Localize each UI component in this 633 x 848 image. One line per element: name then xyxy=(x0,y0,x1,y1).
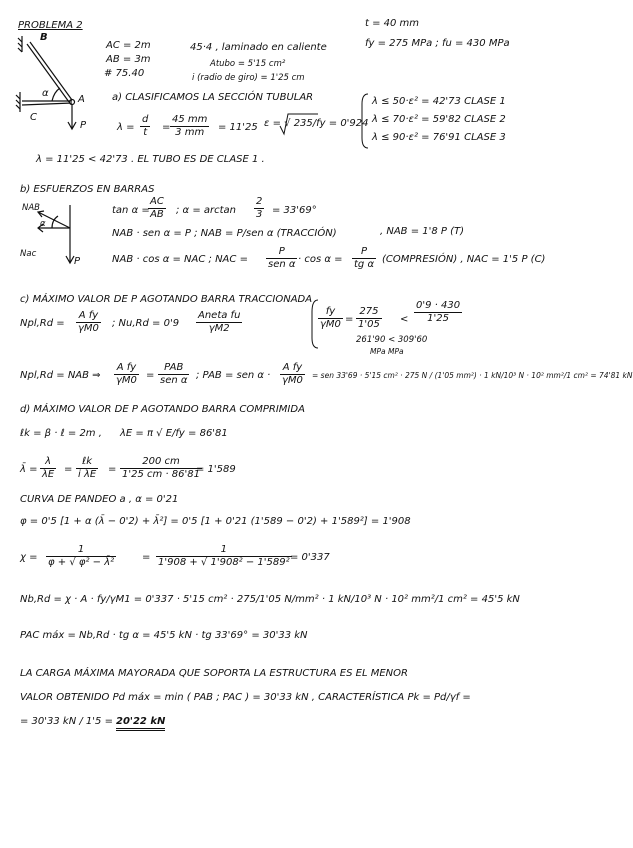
class-conclusion: λ = 11'25 < 42'73 . EL TUBO ES DE CLASE 1 . xyxy=(36,154,265,165)
npl-lhs: Npl,Rd = xyxy=(20,318,65,329)
epsilon-equation: ε = √ 235/fy = 0'924 xyxy=(264,118,369,129)
pab-lhs: ; PAB = sen α · xyxy=(196,370,271,381)
conclusion-line-3: = 30'33 kN / 1'5 = xyxy=(20,716,113,727)
lk-equation: ℓk = β · ℓ = 2m , xyxy=(20,428,102,439)
profile-label: # 75.40 xyxy=(104,68,145,79)
nb-rd-equation: Nb,Rd = χ · A · fy/γM1 = 0'337 · 5'15 cm² · 275/1'05 N/mm² · 1 kN/10³ N · 10² mm²/1 cm² = 45'5 kN xyxy=(20,594,520,605)
part-b-title: b) ESFUERZOS EN BARRAS xyxy=(20,184,155,195)
lambda-e-equation: λE = π √ E/fy = 86'81 xyxy=(120,428,228,439)
fbd-alpha-label: α xyxy=(40,219,46,229)
nu-lhs: ; Nu,Rd = 0'9 xyxy=(112,318,180,329)
chi-frac-2: $\frac{1}{\text{1'908 + √ 1'908² − 1'589²}}$ xyxy=(158,544,290,568)
npl2-frac-2: PAB sen α xyxy=(160,362,188,386)
class-3-limit: λ ≤ 90·ε² = 76'91 CLASE 3 xyxy=(372,132,506,143)
tube-description: 45·4 , laminado en caliente xyxy=(190,42,327,53)
cmp-units: MPa MPa xyxy=(370,347,404,356)
lambda-eq: = xyxy=(162,122,171,133)
cmp-frac-2: $\frac{275}{1'05}$ xyxy=(358,306,380,330)
npl2-eq: = xyxy=(146,370,155,381)
lambda-frac-1: $\frac{d}{t}$ xyxy=(142,114,149,138)
label-c: C xyxy=(30,112,37,123)
fbd-p-label: P xyxy=(74,256,81,267)
cmp-eq: = xyxy=(345,314,354,325)
label-a: A xyxy=(78,94,85,105)
lbar-frac-3: $\frac{200 cm}{1'25 cm \cdot 86'81}$ xyxy=(122,456,200,480)
lbar-lhs: λ̄ = xyxy=(20,464,38,475)
lbar-frac-2: ℓk i λE xyxy=(78,456,97,480)
label-b: B xyxy=(40,32,48,43)
chi-lhs: χ = xyxy=(20,552,38,563)
nab-result: , NAB = 1'8 P (T) xyxy=(380,226,465,237)
lambda-frac-2: $\frac{45 mm}{3 mm}$ xyxy=(172,114,208,138)
tube-radius: i (radio de giro) = 1'25 cm xyxy=(192,73,305,83)
label-alpha: α xyxy=(42,88,49,99)
tan-lhs: tan α = xyxy=(112,205,150,216)
tan-frac: $\frac{AC}{AB}$ xyxy=(150,196,164,220)
cmp-lt: < xyxy=(400,314,409,325)
part-a-title: a) CLASIFICAMOS LA SECCIÓN TUBULAR xyxy=(112,92,314,103)
npl-frac: $\frac{\text{A fy}}{\gamma M0}$ xyxy=(78,310,99,334)
pac-max-equation: PAC máx = Nb,Rd · tg α = 45'5 kN · tg 33'69° = 30'33 kN xyxy=(20,630,308,641)
lambda-lhs: λ = xyxy=(117,122,135,133)
nac-frac-1: P sen α xyxy=(268,246,296,270)
lambda-value: = 11'25 xyxy=(218,122,258,133)
pab-value: = sen 33'69 · 5'15 cm² · 275 N / (1'05 mm²) · 1 kN/10³ N · 10² mm²/1 cm² = 74'81 kN xyxy=(312,371,633,380)
tan-rhs: ; α = arctan xyxy=(176,205,236,216)
cmp-values: 261'90 < 309'60 xyxy=(356,335,428,345)
part-c-title: c) MÁXIMO VALOR DE P AGOTANDO BARRA TRACCIONADA xyxy=(20,294,313,305)
chi-eq: = xyxy=(142,552,151,563)
chi-frac-1: $\frac{1}{\text{φ + √ φ² − λ̄²}}$ xyxy=(48,544,115,568)
part-d-title: d) MÁXIMO VALOR DE P AGOTANDO BARRA COMPRIMIDA xyxy=(20,404,305,415)
npl2-lhs: Npl,Rd = NAB ⇒ xyxy=(20,370,101,381)
class-2-limit: λ ≤ 70·ε² = 59'82 CLASE 2 xyxy=(372,114,506,125)
alpha-value: = 33'69° xyxy=(272,205,317,216)
pab-frac: $\frac{\text{A fy}}{\gamma M0}$ xyxy=(282,362,303,386)
nab-equation: NAB · sen α = P ; NAB = P/sen α (TRACCIÓN) xyxy=(112,228,337,239)
npl2-frac-1: $\frac{\text{A fy}}{\gamma M0}$ xyxy=(116,362,137,386)
ab-length: AB = 3m xyxy=(106,54,151,65)
class-1-limit: λ ≤ 50·ε² = 42'73 CLASE 1 xyxy=(372,96,506,107)
nac-equation-mid: · cos α = xyxy=(298,254,343,265)
ac-length: AC = 2m xyxy=(106,40,151,51)
lbar-eq: = xyxy=(64,464,73,475)
cmp-frac-1: $\frac{fy}{\gamma M0}$ xyxy=(320,306,341,330)
cmp-frac-3: $\frac{0'9 \cdot 430}{1'25}$ xyxy=(416,300,461,324)
fbd-nac-label: Nac xyxy=(20,249,37,259)
nac-frac-2: $\frac{P}{\text{tg α}}$ xyxy=(354,246,375,270)
tube-area: Atubo = 5'15 cm² xyxy=(210,59,286,69)
tan-angle-frac: $\frac{2}{3}$ xyxy=(256,196,263,220)
nac-equation-lhs: NAB · cos α = NAC ; NAC = xyxy=(112,254,248,265)
chi-value: = 0'337 xyxy=(290,552,330,563)
final-answer: 20'22 kN xyxy=(116,716,165,731)
nu-frac: Aneta fu γM2 xyxy=(198,310,241,334)
conclusion-line-1: LA CARGA MÁXIMA MAYORADA QUE SOPORTA LA ESTRUCTURA ES EL MENOR xyxy=(20,668,408,679)
lbar-frac-1: $\frac{\lambda}{\lambda E}$ xyxy=(42,456,55,480)
buckling-curve: CURVA DE PANDEO a , α = 0'21 xyxy=(20,494,179,505)
fbd-nab-label: NAB xyxy=(22,203,41,213)
nac-result: (COMPRESIÓN) , NAC = 1'5 P (C) xyxy=(382,254,546,265)
lbar-value: = 1'589 xyxy=(196,464,236,475)
lbar-eq-2: = xyxy=(108,464,117,475)
fy-fu-line: fy = 275 MPa ; fu = 430 MPa xyxy=(365,38,510,49)
phi-equation: φ = 0'5 [1 + α (λ̄ − 0'2) + λ̄²] = 0'5 [1 + 0'21 (1'589 − 0'2) + 1'589²] = 1'908 xyxy=(20,516,411,527)
page-title: PROBLEMA 2 xyxy=(18,20,83,31)
conclusion-line-2: VALOR OBTENIDO Pd máx = min ( PAB ; PAC ) = 30'33 kN , CARACTERÍSTICA Pk = Pd/γf = xyxy=(20,692,471,703)
label-p: P xyxy=(80,120,87,131)
thickness-line: t = 40 mm xyxy=(365,18,420,29)
